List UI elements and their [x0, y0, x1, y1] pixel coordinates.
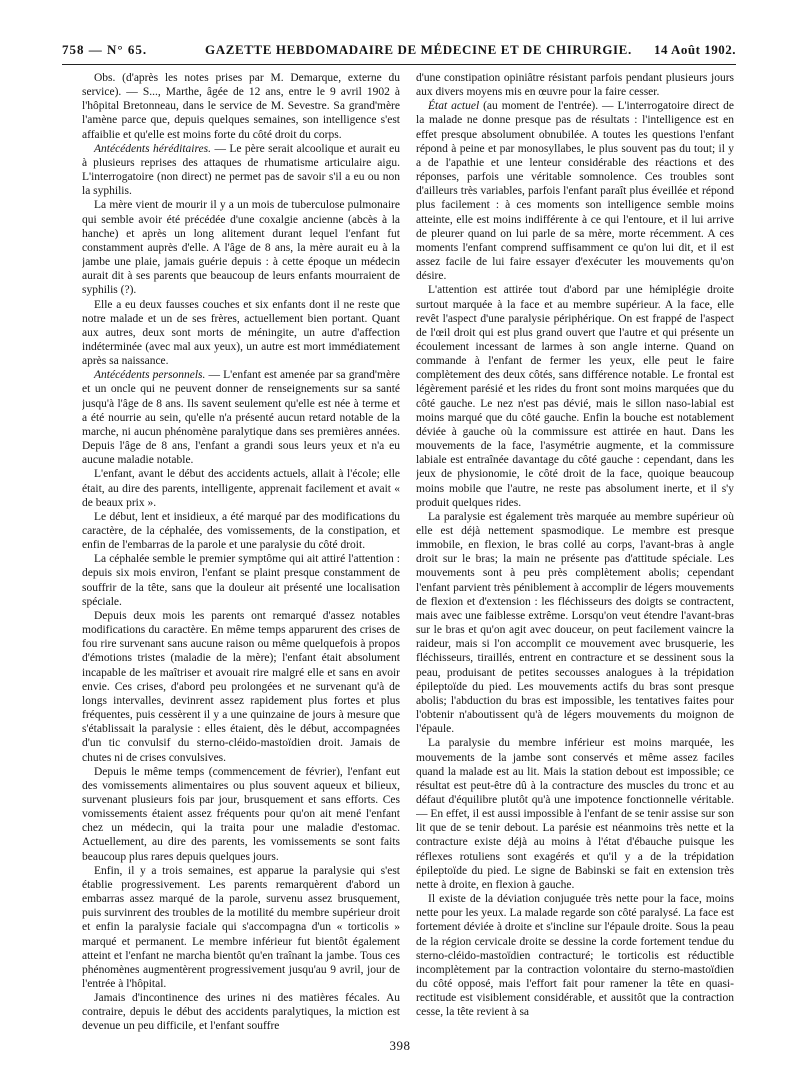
issue-date: 14 Août 1902. — [654, 42, 736, 57]
paragraph-text: La mère vient de mourir il y a un mois de tuberculose pulmonaire qui semble avoir été précédée d'une coxalgie ancienne (abcès à la hanche) et après un long alitement durant lequel l'enfant fut constamment auprès d'elle. A l'âge de 8 ans, la mère aurait eu à la jambe une plaie, jamais guérie depuis : à cette époque un médecin aurait dit à ses parents que beaucoup de leurs enfants mourraient de syphilis (?). — [82, 199, 400, 297]
paragraph-text: — L'enfant est amenée par sa grand'mère et un oncle qui ne peuvent donner de renseignements sur sa santé jusqu'à l'âge de 8 ans. Ils savent seulement qu'elle est née à terme et a été nourrie au sein, qu'elle n'a présenté aucun retard notable de la marche, ni aucun phénomène paralytique dans ses premières années. Depuis l'âge de 8 ans, l'enfant a grandi sous leurs yeux et n'a eu aucune maladie notable. — [82, 369, 400, 467]
paragraph-text: (au moment de l'entrée). — L'interrogatoire direct de la malade ne donne presque pas de résultats : l'intelligence est en effet presque absolument obnubilée. A toutes les questions l'enfant répond à peine et par monosyllabes, le plus souvent pas du tout; il y a de l'apathie et une lenteur considérable des réactions et des réponses, parfois une véritable somnolence. Ces troubles sont d'ailleurs très variables, parfois l'enfant paraît plus éveillée et répond plus facilement : à ces moments son intelligence semble moins atteinte, elle est moins indifférente à ce qui l'entoure, et il lui arrive de pleurer quand on lui parle de sa mère, morte récemment. A ces moments l'enfant comprend suffisamment ce qu'on lui dit, et il est assez facile de lui faire essayer d'exécuter les mouvements qu'on désire. — [416, 100, 734, 283]
paragraph — [416, 99, 734, 283]
section-heading: Antécédents personnels. — [94, 369, 206, 382]
paragraph-text: Elle a eu deux fausses couches et six enfants dont il ne reste que notre malade et un de ses frères, actuellement bien portant. Quant aux autres, deux sont morts de méningite, un autre d'affection indéterminée (avec mal aux yeux), un autre est mort immédiatement après sa naissance. — [82, 298, 400, 368]
section-heading: État actuel — [428, 100, 480, 113]
paragraph-text: Obs. (d'après les notes prises par M. Demarque, externe du service). — S..., Marthe, âgée de 12 ans, entre le 9 avril 1902 à l'hôpital Bretonneau, dans le service de M. Sevestre. Sa grand'mère l'amène parce que, depuis quelques semaines, son intelligence s'est affaiblie et qu'elle est moins forte du côté droit du corps. — [82, 72, 400, 141]
header-rule — [62, 64, 736, 65]
page-reference: 758 — N° 65. — [62, 42, 148, 57]
folio-number: 398 — [389, 1038, 411, 1053]
journal-title: GAZETTE HEBDOMADAIRE DE MÉDECINE ET DE CHIRURGIE. — [205, 42, 632, 57]
paragraph — [82, 368, 400, 467]
paragraph — [82, 991, 400, 1033]
paragraph — [82, 765, 400, 864]
paragraph-text: Depuis le même temps (commencement de février), l'enfant eut des vomissements alimentaires ou plus souvent aqueux et bilieux, survenant plusieurs fois par jour, brusquement et sans efforts. Ces vomissements étaient assez fréquents pour qu'on ait mené l'enfant chez un médecin, qui la traita pour une maladie d'estomac. Actuellement, au dire des parents, les vomissements se sont faits beaucoup plus rares depuis quelques jours. — [82, 765, 400, 863]
paragraph — [82, 198, 400, 297]
paragraph-text: L'attention est attirée tout d'abord par une hémiplégie droite surtout marquée à la face et au membre supérieur. A la face, elle revêt l'aspect d'une paralysie périphérique. On est frappé de l'aspect de l'œil droit qui est plus grand ouvert que l'autre et qui présente un écoulement incessant de larmes à son angle interne. Quand on commande à l'enfant de fermer les yeux, elle peut le faire complètement des deux côtés, sans différence notable. Le frontal est légèrement parésié et les rides du front sont moins marquées que du côté gauche. Le nez n'est pas dévié, mais le sillon naso-labial est moins marqué que du côté gauche. Enfin la bouche est notablement déviée à gauche où la commissure est attirée en haut. Dans les mouvements de la face, l'asymétrie augmente, et la commissure labiale est entraînée davantage du côté gauche : cependant, dans les jeux de physionomie, le côté droit de la face, quoique beaucoup moins mobile que l'autre, ne reste pas absolument inerte, et il s'y produit quelques rides. — [416, 284, 734, 509]
paragraph — [82, 552, 400, 609]
paragraph — [416, 510, 734, 737]
paragraph-text: La paralysie du membre inférieur est moins marquée, les mouvements de la jambe sont conservés et même assez faciles quand la malade est au lit. Mais la station debout est impossible; ce résultat est peut-être dû à la contracture des muscles du tronc et au défaut d'équilibre plutôt qu'à une impotence fonctionnelle véritable. — En effet, il est aussi impossible à l'enfant de se tenir assise sur son lit que de se tenir debout. La parésie est néanmoins très nette et la contracture existe déjà au moins à l'état d'ébauche puisque les réflexes rotuliens sont exagérés et qu'il y a de la trépidation épileptoïde du pied. Le signe de Babinski se fait en extension très nette à droite, en flexion à gauche. — [416, 737, 734, 891]
paragraph — [416, 283, 734, 510]
paragraph — [82, 298, 400, 369]
paragraph-text: La paralysie est également très marquée au membre supérieur où elle est déjà nettement spasmodique. Le membre est presque immobile, en flexion, le bras collé au corps, l'avant-bras à angle droit sur le bras; la main ne présente pas d'attitude spéciale. Les mouvements sont à peu près complètement abolis; cependant l'enfant parvient très péniblement à accomplir de légers mouvements de flexion et d'extension : les fléchisseurs des doigts se contractent, mais avec une faiblesse extrême. Lorsqu'on veut étendre l'avant-bras sur le bras et qu'on agit avec douceur, on peut facilement vaincre la raideur, mais si l'on accomplit ce mouvement avec brusquerie, les fléchisseurs, tiraillés, entrent en contracture et se dessinent sous la peau, produisant de petites secousses analogues à la trépidation épileptoïde du pied. Les mouvements actifs du bras sont presque abolis; l'abduction du bras est impossible, les tentatives faites pour l'obtenir n'aboutissent qu'à de légers mouvements du moignon de l'épaule. — [416, 510, 734, 736]
paragraph — [82, 467, 400, 509]
paragraph — [82, 864, 400, 991]
running-header — [62, 40, 742, 62]
paragraph-text: Jamais d'incontinence des urines ni des matières fécales. Au contraire, depuis le début des accidents paralytiques, la miction est devenue un peu difficile, et l'enfant souffre — [82, 992, 400, 1033]
paragraph-text: d'une constipation opiniâtre résistant parfois pendant plusieurs jours aux divers moyens mis en œuvre pour la faire cesser. — [416, 72, 734, 99]
paragraph — [82, 510, 400, 552]
paragraph — [416, 71, 734, 99]
paragraph — [82, 142, 400, 199]
paragraph-text: La céphalée semble le premier symptôme qui ait attiré l'attention : depuis six mois environ, l'enfant se plaint presque constamment de souffrir de la tête, sans que la douleur ait présenté une localisation spéciale. — [82, 553, 400, 608]
paragraph-text: Il existe de la déviation conjuguée très nette pour la face, moins nette pour les yeux. La malade regarde son côté paralysé. La face est fortement déviée à droite et s'incline sur l'épaule droite. Sous la peau de la région cervicale droite se dessine la corde fortement tendue du sterno-cléido-mastoïdien contracturé; le torticolis est réductible incomplètement par la contraction volontaire du sterno-mastoïdien du côté opposé, mais l'effort fait pour ramener la tête en quasi-rectitude est visiblement considérable, et aussitôt que la contraction cesse, la tête revient à sa — [416, 893, 734, 1019]
paragraph-text: Depuis deux mois les parents ont remarqué d'assez notables modifications du caractère. En même temps apparurent des crises de fou rire survenant sans aucune raison ou même quelquefois à propos d'émotions tristes (maladie de la mère); l'enfant était absolument incapable de les maîtriser et avouait rire malgré elle et sans en avoir envie. Ces crises, d'abord peu prolongées et ne survenant qu'à de longs intervalles, devinrent assez rapidement plus fortes et plus fréquentes, puis cessèrent il y a une quinzaine de jours à mesure que s'établissait la paralysie : elles étaient, dès le début, accompagnées d'un tic convulsif du sterno-cléido-mastoïdien droit. Jamais de chutes ni de crises convulsives. — [82, 609, 400, 764]
paragraph — [416, 736, 734, 892]
paragraph-text: Enfin, il y a trois semaines, est apparue la paralysie qui s'est établie progressivement. Les parents remarquèrent d'abord un embarras assez marqué de la parole, survenu assez brusquement, puis survinrent des troubles de la motilité du membre supérieur droit et enfin la paralysie faciale qui s'accompagna d'un « torticolis » marqué et permanent. Le membre inférieur fut bientôt également atteint et l'enfant ne marcha bientôt qu'en traînant la jambe. Tous ces phénomènes augmentèrent progressivement jusqu'au 9 avril, jour de l'entrée à l'hôpital. — [82, 864, 400, 990]
paragraph-text: — Le père serait alcoolique et aurait eu à plusieurs reprises des attaques de rhumatisme articulaire aigu. L'interrogatoire (non direct) ne permet pas de savoir s'il a eu ou non la syphilis. — [82, 142, 400, 198]
paragraph-text: L'enfant, avant le début des accidents actuels, allait à l'école; elle était, au dire des parents, intelligente, apprenait facilement et avait « de beaux prix ». — [82, 468, 400, 509]
paragraph-text: Le début, lent et insidieux, a été marqué par des modifications du caractère, de la céphalée, des vomissements, de la constipation, et enfin de l'embarras de la parole et une paralysie du côté droit. — [82, 510, 400, 552]
paragraph — [416, 892, 734, 1019]
left-column — [82, 71, 400, 1048]
right-column — [416, 71, 734, 1021]
section-heading: Antécédents héréditaires. — [94, 142, 212, 155]
paragraph — [82, 609, 400, 765]
paragraph — [82, 71, 400, 142]
